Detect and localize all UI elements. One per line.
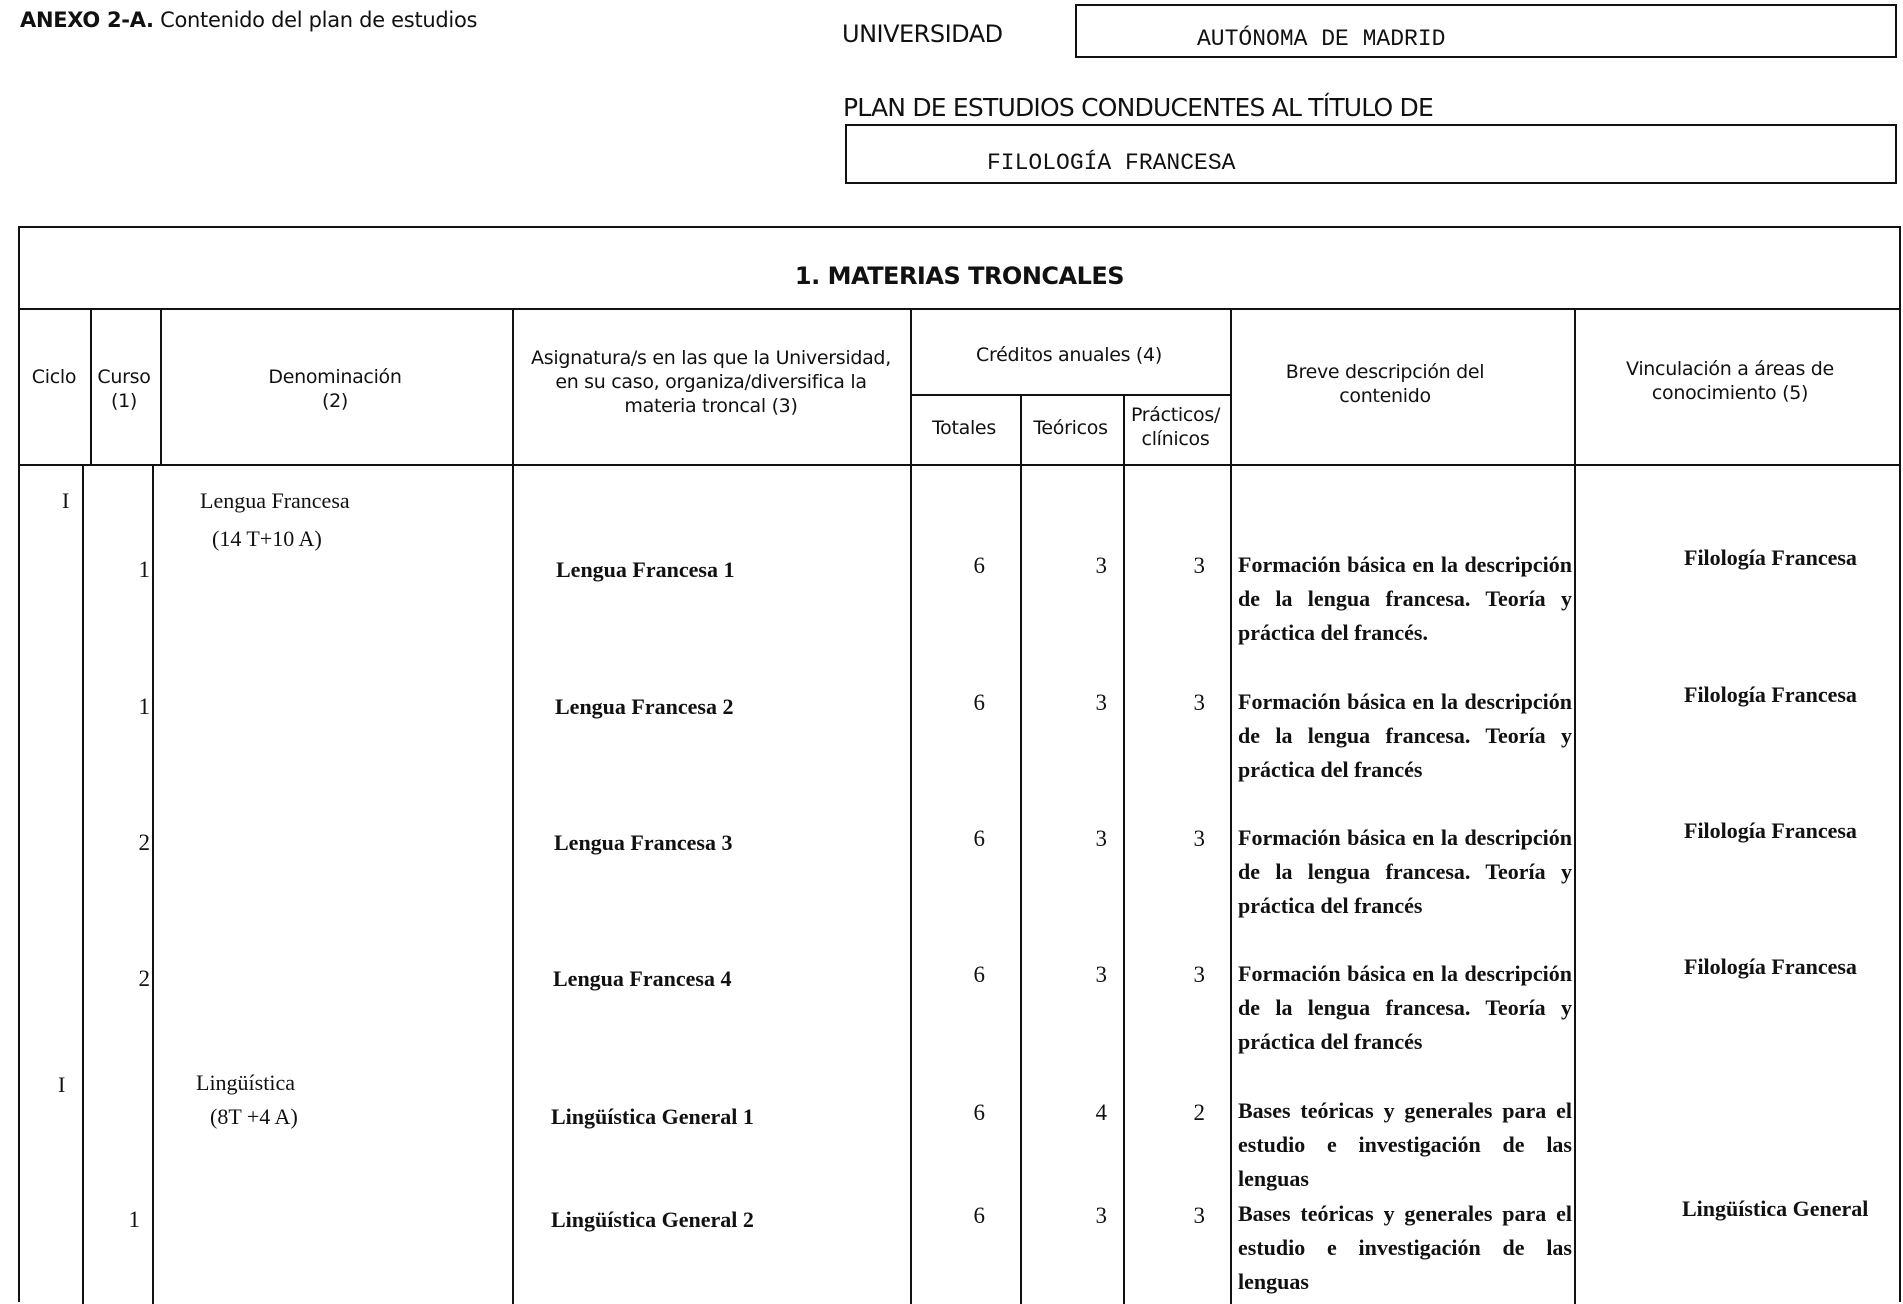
divider <box>82 464 84 1304</box>
col-header-practicos: Prácticos/ clínicos <box>1130 404 1221 450</box>
practicos-value: 3 <box>1193 962 1205 987</box>
asignatura-value: Lengua Francesa 1 <box>556 557 735 582</box>
totales-value: 6 <box>973 553 985 578</box>
col-header-asignatura: Asignatura/s en las que la Universidad, en su caso, organiza/diversifica la materia troncal (3) <box>531 347 891 417</box>
group-name: Lingüística <box>196 1070 295 1095</box>
divider <box>910 464 912 1304</box>
totales-value: 6 <box>973 1203 985 1228</box>
practicos-value: 3 <box>1193 1203 1205 1228</box>
asignatura-value: Lingüística General 1 <box>551 1104 754 1129</box>
col-header-descripcion: Breve descripción del contenido <box>1285 361 1485 407</box>
group-name: Lengua Francesa <box>200 488 350 513</box>
practicos-value: 3 <box>1193 826 1205 851</box>
degree-value: FILOLOGÍA FRANCESA <box>987 150 1236 176</box>
totales-value: 6 <box>973 962 985 987</box>
annex-label: ANEXO 2-A. <box>20 8 154 32</box>
university-value: AUTÓNOMA DE MADRID <box>1197 26 1446 52</box>
asignatura-value: Lingüística General 2 <box>551 1207 754 1232</box>
ciclo-value: I <box>58 1072 66 1097</box>
curso-value: 1 <box>128 1207 140 1232</box>
university-label: UNIVERSIDAD <box>842 20 1003 48</box>
practicos-value: 3 <box>1193 690 1205 715</box>
divider <box>20 308 1899 310</box>
divider <box>1020 464 1022 1304</box>
divider <box>512 464 514 1304</box>
col-header-curso: Curso (1) <box>97 366 151 412</box>
col-header-totales: Totales <box>932 417 996 439</box>
descripcion-value: Formación básica en la descripción de la lengua francesa. Teoría y práctica del francés. <box>1238 552 1572 645</box>
col-header-teoricos: Teóricos <box>1033 417 1108 439</box>
divider <box>910 308 912 466</box>
col-header-creditos: Créditos anuales (4) <box>976 344 1162 366</box>
vinculacion-value: Filología Francesa <box>1684 954 1857 979</box>
group-credits: (14 T+10 A) <box>212 526 322 551</box>
teoricos-value: 3 <box>1095 962 1107 987</box>
vinculacion-value: Filología Francesa <box>1684 818 1857 843</box>
degree-field <box>845 124 1897 184</box>
curso-value: 2 <box>138 830 150 855</box>
totales-value: 6 <box>973 690 985 715</box>
divider <box>152 464 154 1304</box>
section-title: 1. MATERIAS TRONCALES <box>794 262 1125 290</box>
divider <box>512 308 514 466</box>
ciclo-value: I <box>62 488 70 513</box>
divider <box>1574 308 1576 466</box>
asignatura-value: Lengua Francesa 3 <box>554 830 733 855</box>
totales-value: 6 <box>973 1100 985 1125</box>
curso-value: 1 <box>138 694 150 719</box>
descripcion-value: Formación básica en la descripción de la lengua francesa. Teoría y práctica del francés <box>1238 961 1572 1054</box>
asignatura-value: Lengua Francesa 4 <box>553 966 732 991</box>
teoricos-value: 4 <box>1095 1100 1107 1125</box>
totales-value: 6 <box>973 826 985 851</box>
vinculacion-value: Filología Francesa <box>1684 545 1857 570</box>
curso-value: 1 <box>138 557 150 582</box>
divider <box>20 464 1899 466</box>
university-field <box>1075 4 1897 58</box>
col-header-vinculacion: Vinculación a áreas de conocimiento (5) <box>1626 358 1834 404</box>
col-header-denominacion: Denominación (2) <box>268 366 402 412</box>
plan-label: PLAN DE ESTUDIOS CONDUCENTES AL TÍTULO DE <box>843 93 1433 122</box>
vinculacion-value: Filología Francesa <box>1684 682 1857 707</box>
teoricos-value: 3 <box>1095 690 1107 715</box>
divider <box>1230 308 1232 466</box>
teoricos-value: 3 <box>1095 826 1107 851</box>
teoricos-value: 3 <box>1095 1203 1107 1228</box>
divider <box>1123 464 1125 1304</box>
group-credits: (8T +4 A) <box>210 1104 298 1129</box>
practicos-value: 3 <box>1193 553 1205 578</box>
vinculacion-value: Lingüística General <box>1682 1196 1869 1221</box>
teoricos-value: 3 <box>1095 553 1107 578</box>
descripcion-value: Bases teóricas y generales para el estudio e investigación de las lenguas <box>1238 1098 1572 1191</box>
practicos-value: 2 <box>1193 1100 1205 1125</box>
divider <box>1230 464 1232 1304</box>
descripcion-value: Formación básica en la descripción de la lengua francesa. Teoría y práctica del francés <box>1238 825 1572 918</box>
annex-title <box>20 8 477 32</box>
divider <box>910 394 1230 396</box>
curso-value: 2 <box>138 966 150 991</box>
descripcion-value: Bases teóricas y generales para el estudio e investigación de las lenguas <box>1238 1201 1572 1294</box>
divider <box>1574 464 1576 1304</box>
col-header-ciclo: Ciclo <box>31 366 77 388</box>
descripcion-value: Formación básica en la descripción de la lengua francesa. Teoría y práctica del francés <box>1238 689 1572 782</box>
annex-description: Contenido del plan de estudios <box>153 8 478 32</box>
asignatura-value: Lengua Francesa 2 <box>555 694 734 719</box>
